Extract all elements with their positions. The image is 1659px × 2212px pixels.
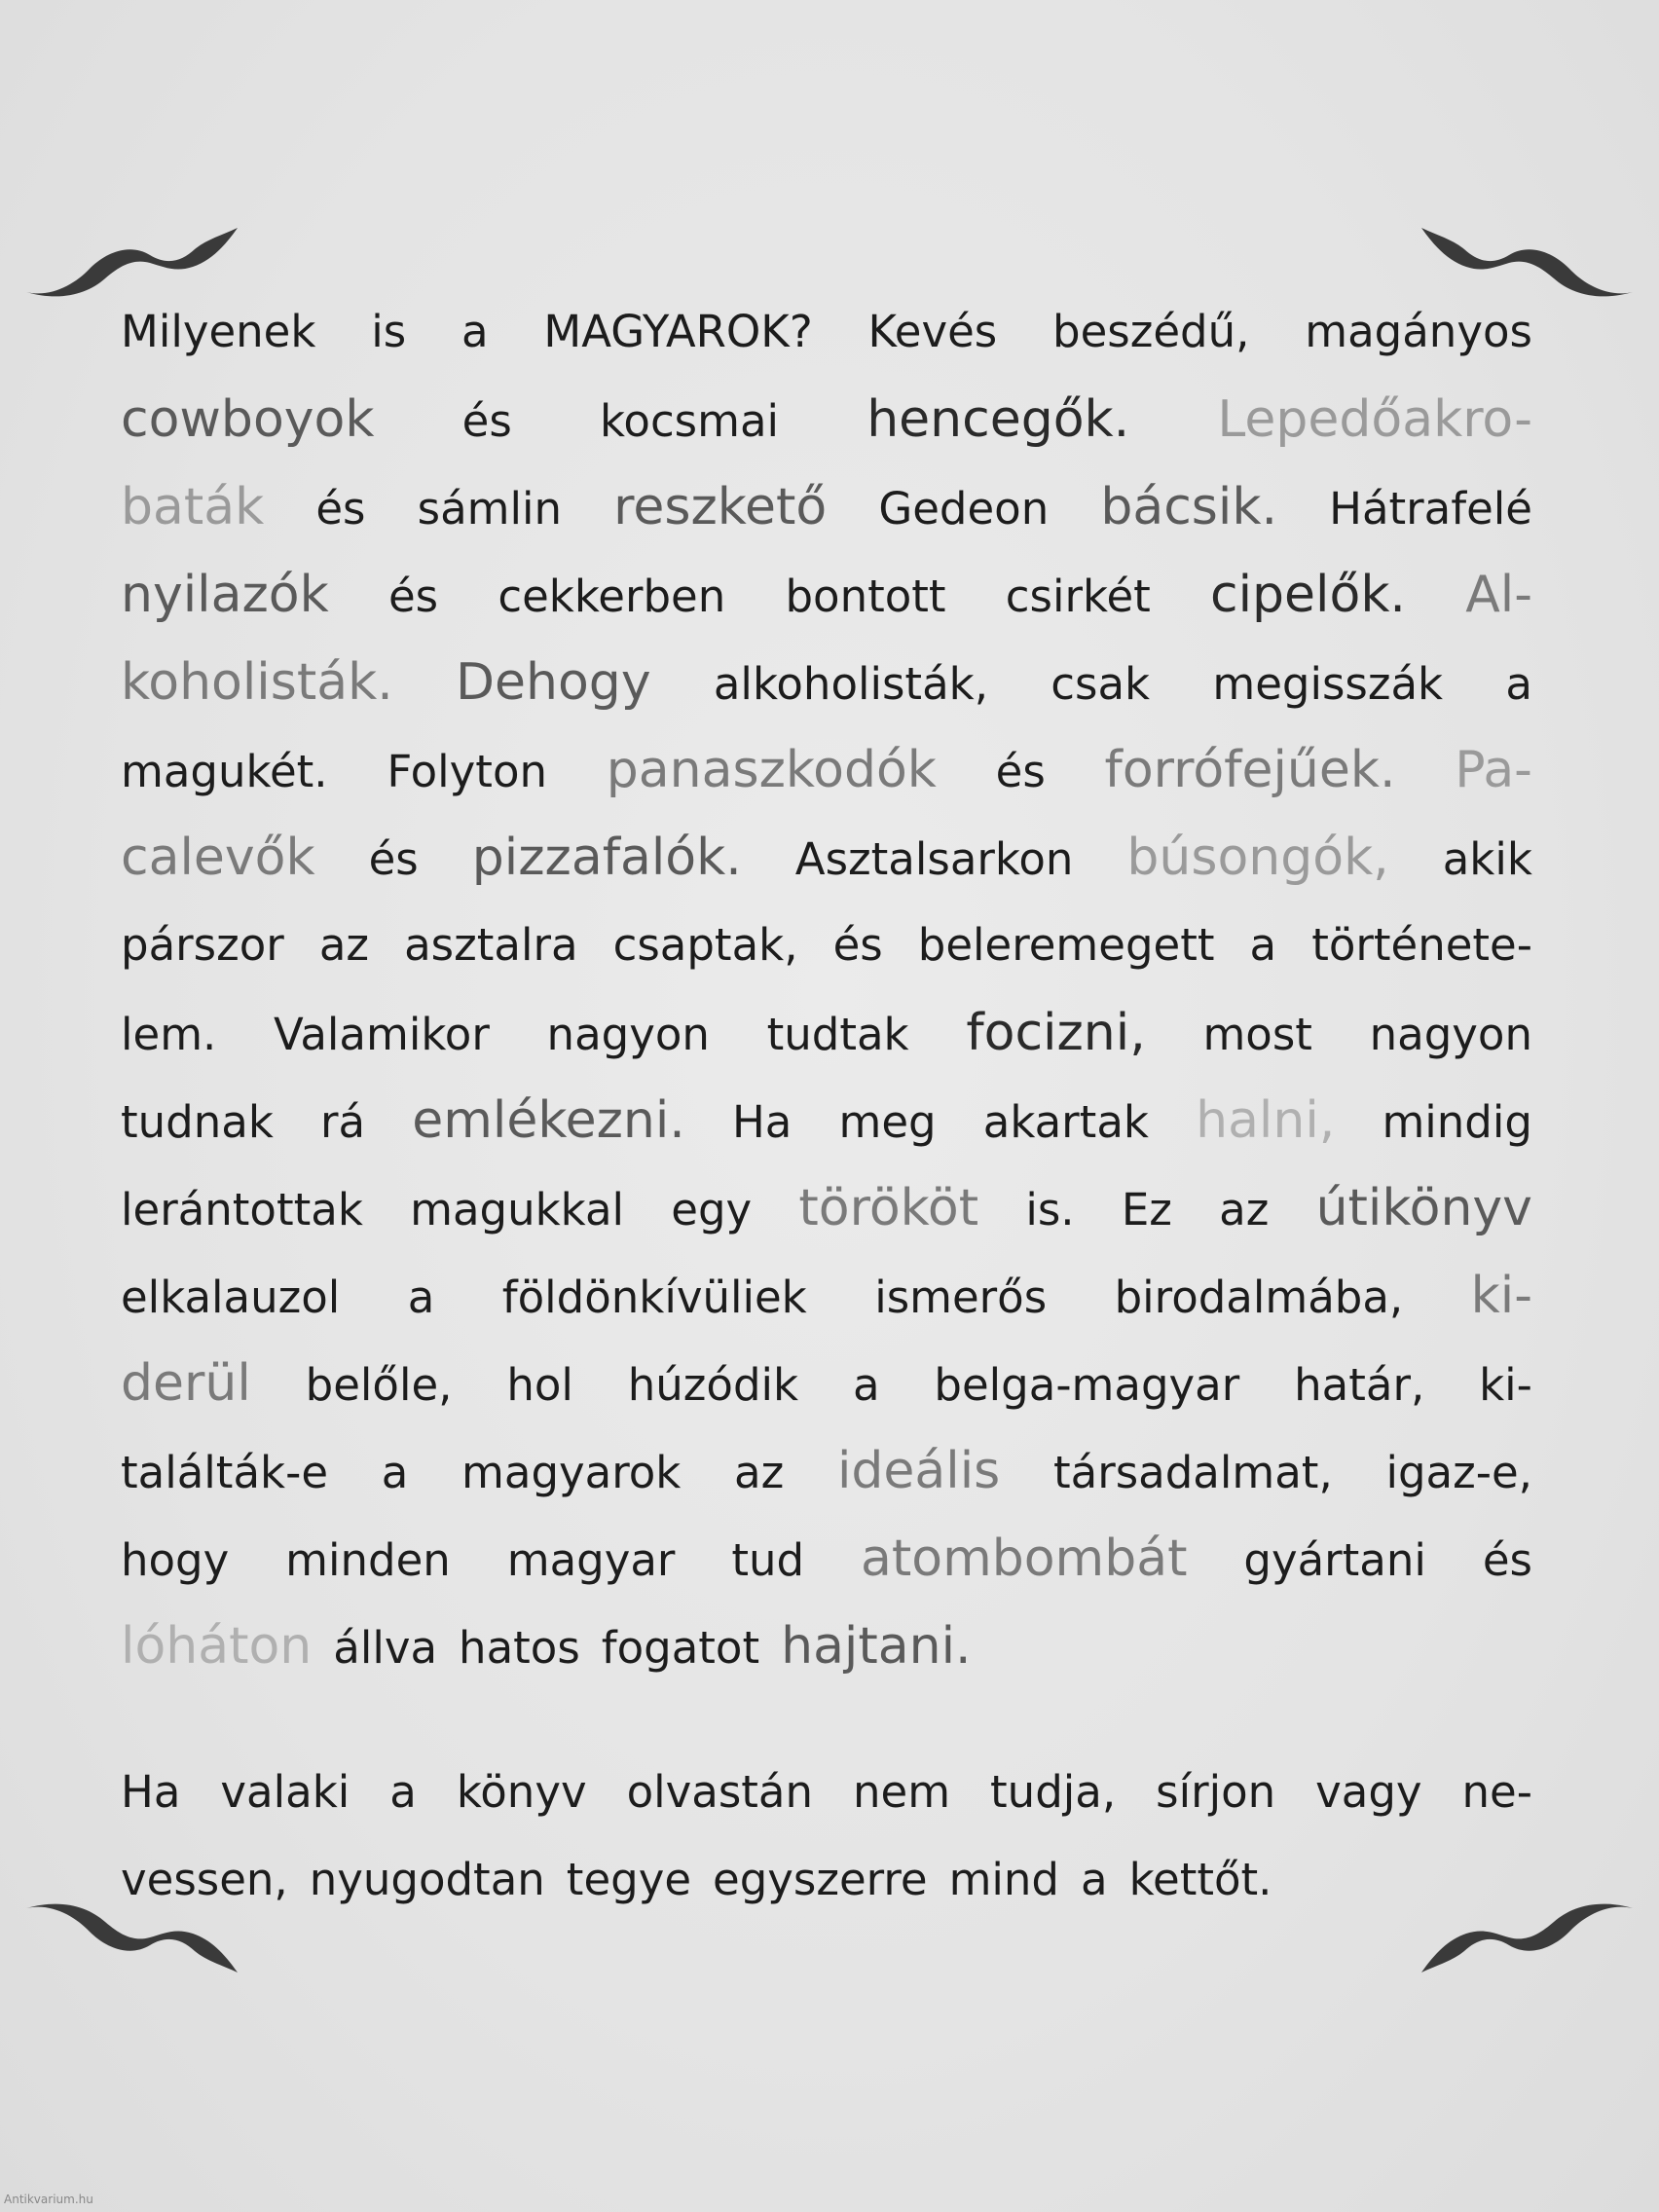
word: Dehogy (456, 653, 651, 712)
word: a (852, 1359, 880, 1411)
text-line (121, 639, 1532, 726)
text-line (121, 1515, 1532, 1603)
word: az (734, 1447, 785, 1498)
word: egy (671, 1184, 753, 1235)
word: nem (853, 1766, 951, 1818)
word: calevők (121, 829, 315, 887)
word: gyártani (1243, 1534, 1426, 1586)
word: a (381, 1447, 409, 1498)
word: csaptak, (612, 919, 798, 971)
word: csak (1051, 658, 1151, 710)
word: az (1219, 1184, 1270, 1235)
word: tudtak (766, 1009, 909, 1060)
word: pizzafalók. (471, 829, 742, 887)
word: Folyton (387, 746, 548, 797)
word: megisszák (1212, 658, 1444, 710)
word: lem. (121, 1009, 217, 1060)
word: Pa- (1455, 741, 1532, 799)
word: nagyon (546, 1009, 710, 1060)
word: mind (948, 1854, 1059, 1905)
word: hajtani. (781, 1617, 972, 1676)
word: állva (333, 1622, 438, 1674)
word: hogy (121, 1534, 230, 1586)
word: bácsik. (1100, 478, 1277, 536)
word: bontott (785, 571, 946, 622)
word: Lepedőakro- (1217, 390, 1532, 449)
text-line (121, 902, 1532, 989)
word: forrófejűek. (1104, 741, 1396, 799)
word: ne- (1461, 1766, 1532, 1818)
word: kocsmai (599, 395, 780, 447)
word: sírjon (1156, 1766, 1276, 1818)
text-line (121, 288, 1532, 376)
text-line (121, 1340, 1532, 1427)
word: Ez (1121, 1184, 1172, 1235)
word: koholisták. (121, 653, 393, 712)
word: beleremegett (917, 919, 1215, 971)
blurb-paragraph-2 (121, 1749, 1532, 1924)
word: kettőt. (1128, 1854, 1272, 1905)
word: cipelők. (1210, 566, 1406, 624)
word: hencegők. (866, 390, 1130, 449)
word: MAGYAROK? (543, 306, 813, 357)
word: lóháton (121, 1617, 313, 1676)
word: sámlin (417, 483, 563, 535)
word: vagy (1315, 1766, 1422, 1818)
word: Asztalsarkon (794, 833, 1074, 885)
word: akartak (982, 1096, 1149, 1148)
word: focizni, (966, 1004, 1146, 1062)
word: ki- (1479, 1359, 1532, 1411)
word: baták (121, 478, 265, 536)
word: a (461, 306, 489, 357)
word: a (1249, 919, 1277, 971)
word: valaki (220, 1766, 350, 1818)
word: és (832, 919, 883, 971)
text-line (121, 463, 1532, 551)
word: Ha (121, 1766, 181, 1818)
word: társadalmat, (1053, 1447, 1333, 1498)
text-line (121, 1749, 1532, 1836)
word: Milyenek (121, 306, 316, 357)
text-line (121, 1164, 1532, 1252)
word: cowboyok (121, 390, 375, 449)
word: búsongók, (1126, 829, 1389, 887)
text-line (121, 1836, 1532, 1924)
word: olvastán (626, 1766, 814, 1818)
word: atombombát (861, 1530, 1188, 1588)
word: akik (1442, 833, 1532, 885)
word: Hátrafelé (1329, 483, 1532, 535)
word: az (318, 919, 370, 971)
word: most (1202, 1009, 1312, 1060)
word: a (389, 1766, 417, 1818)
word: földönkívüliek (501, 1272, 807, 1323)
word: ki- (1470, 1267, 1532, 1325)
word: nagyon (1369, 1009, 1532, 1060)
text-line (121, 1077, 1532, 1164)
word: a (407, 1272, 435, 1323)
word: magyar (506, 1534, 676, 1586)
word: beszédű, (1052, 306, 1250, 357)
word: könyv (456, 1766, 587, 1818)
word: csirkét (1005, 571, 1151, 622)
word: magyarok (461, 1447, 682, 1498)
word: panaszkodók (606, 741, 937, 799)
word: és (315, 483, 366, 535)
word: emlékezni. (412, 1091, 685, 1150)
word: a (1081, 1854, 1108, 1905)
word: lerántottak (121, 1184, 363, 1235)
text-line (121, 551, 1532, 639)
word: és (995, 746, 1046, 797)
text-line (121, 814, 1532, 902)
word: találták-e (121, 1447, 329, 1498)
word: Al- (1465, 566, 1532, 624)
word: Gedeon (878, 483, 1050, 535)
word: és (461, 395, 512, 447)
word: és (368, 833, 419, 885)
word: ideális (836, 1442, 1001, 1500)
word: párszor (121, 919, 284, 971)
word: elkalauzol (121, 1272, 341, 1323)
word: fogatot (601, 1622, 760, 1674)
word: meg (838, 1096, 937, 1148)
word: magukét. (121, 746, 328, 797)
word: tegye (566, 1854, 692, 1905)
word: tud (731, 1534, 805, 1586)
word: magányos (1305, 306, 1532, 357)
word: Kevés (867, 306, 998, 357)
word: ismerős (874, 1272, 1048, 1323)
word: mindig (1382, 1096, 1532, 1148)
word: a (1505, 658, 1532, 710)
word: Ha (731, 1096, 793, 1148)
word: reszkető (613, 478, 828, 536)
text-line (121, 1252, 1532, 1340)
word: belga-magyar (934, 1359, 1240, 1411)
word: egyszerre (713, 1854, 928, 1905)
word: hatos (459, 1622, 580, 1674)
text-line (121, 1603, 1532, 1690)
word: belőle, (305, 1359, 453, 1411)
word: törököt (798, 1179, 979, 1237)
word: húzódik (627, 1359, 799, 1411)
text-line (121, 726, 1532, 814)
word: derül (121, 1354, 251, 1413)
word: cekkerben (498, 571, 726, 622)
word: is. (1025, 1184, 1075, 1235)
word: birodalmába, (1114, 1272, 1404, 1323)
word: és (1482, 1534, 1532, 1586)
word: útikönyv (1315, 1179, 1532, 1237)
word: magukkal (410, 1184, 625, 1235)
word: nyilazók (121, 566, 329, 624)
word: határ, (1294, 1359, 1425, 1411)
text-line (121, 376, 1532, 463)
word: halni, (1196, 1091, 1336, 1150)
text-line (121, 989, 1532, 1077)
word: tudja, (990, 1766, 1117, 1818)
word: hol (506, 1359, 573, 1411)
word: vessen, (121, 1854, 288, 1905)
word: alkoholisták, (713, 658, 989, 710)
blurb-paragraph-1 (121, 288, 1532, 1690)
word: is (371, 306, 407, 357)
word: igaz-e, (1385, 1447, 1532, 1498)
text-line (121, 1427, 1532, 1515)
word: rá (320, 1096, 366, 1148)
word: Valamikor (274, 1009, 490, 1060)
word: és (387, 571, 439, 622)
word: nyugodtan (309, 1854, 545, 1905)
word: minden (285, 1534, 451, 1586)
word: asztalra (404, 919, 578, 971)
word: története- (1311, 919, 1532, 971)
word: tudnak (121, 1096, 274, 1148)
watermark-text: Antikvarium.hu (4, 2193, 93, 2206)
